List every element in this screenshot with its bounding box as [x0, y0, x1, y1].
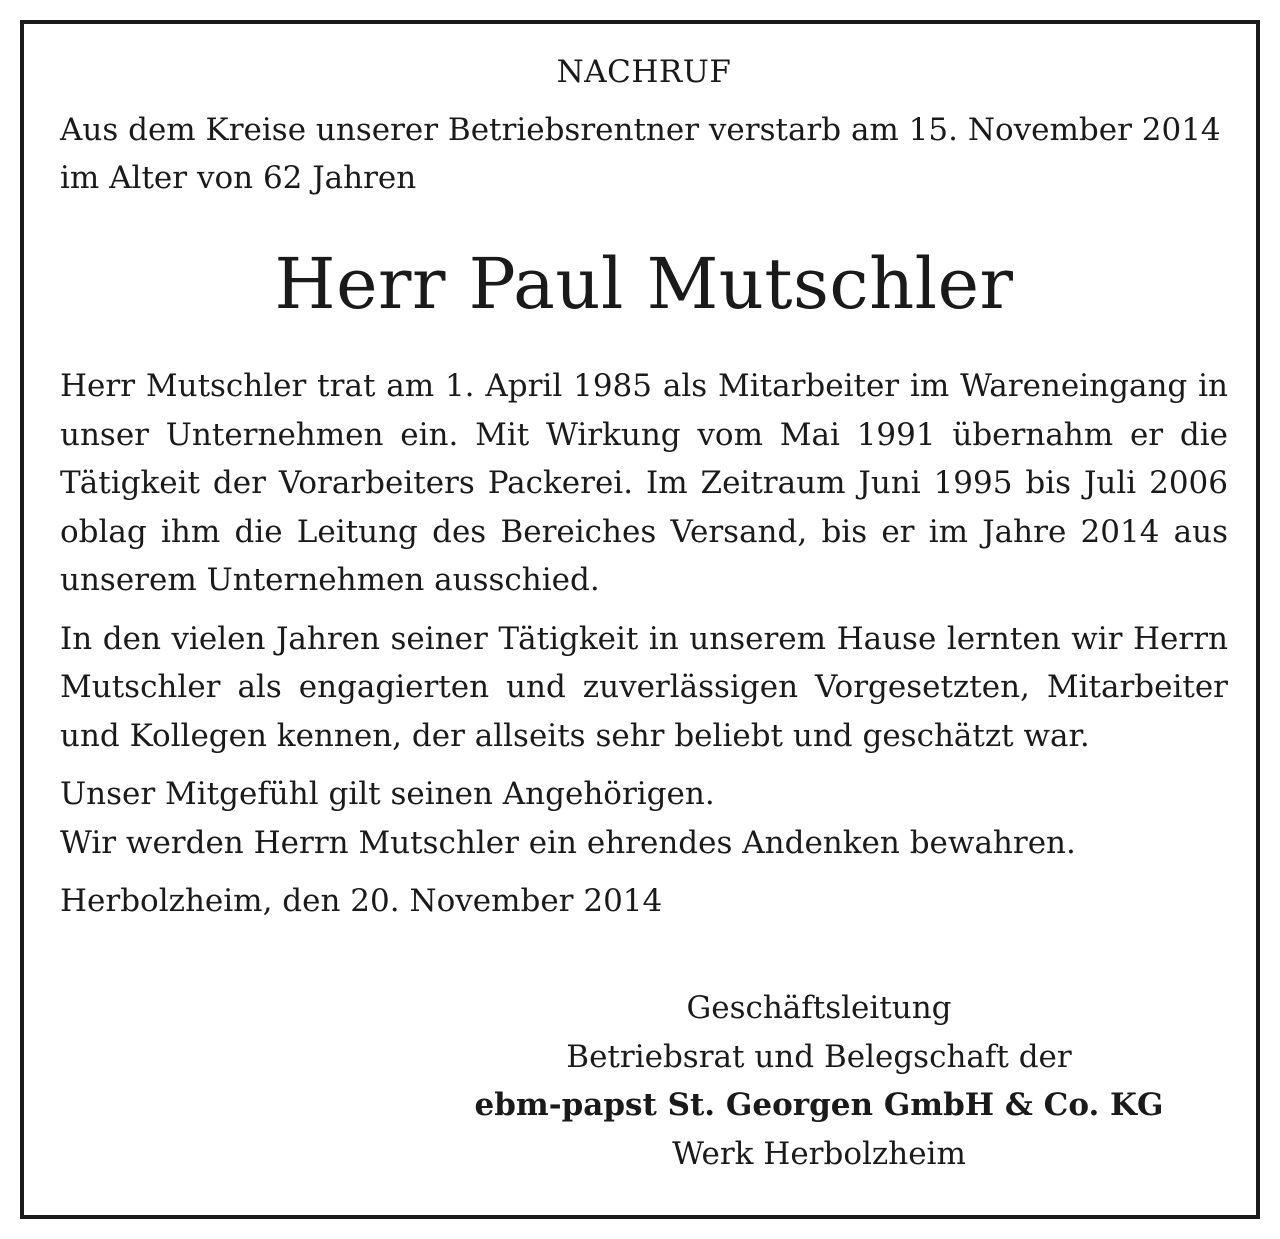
condolence-text [60, 770, 1228, 867]
place-date: Herbolzheim, den 20. November 2014 [60, 883, 663, 919]
signature-location: Werk Herbolzheim [672, 1135, 966, 1172]
notice-body [60, 48, 1228, 935]
condolence-line: Wir werden Herrn Mutschler ein ehrendes Andenken bewahren. [60, 824, 1076, 861]
obituary-notice [20, 20, 1260, 1219]
condolence-line: Unser Mitgefühl gilt seinen Angehörigen. [60, 776, 715, 812]
intro-text [60, 106, 1228, 202]
deceased-name: Herr Paul Mutschler [274, 243, 1014, 325]
intro-line: im Alter von 62 Jahren [60, 160, 417, 196]
career-paragraph: Herr Mutschler trat am 1. April 1985 als Mitarbeiter im Wareneingang in unser Unternehmen ein. Mit Wirkung vom Mai 1991 übernahm er die Tätigkeit der Vorarbeiters Packerei. Im Zeitraum Juni 1995 bis Juli 2006 oblag ihm die Leitung des Bereiches Versand, bis er im Jahre 2014 aus unserem Unternehmen ausschied. [60, 368, 1228, 598]
notice-heading: NACHRUF [556, 54, 732, 90]
intro-line: Aus dem Kreise unserer Betriebsrentner verstarb am 15. November 2014 [60, 112, 1221, 148]
tribute-paragraph: In den vielen Jahren seiner Tätigkeit in unserem Hause lernten wir Herrn Mutschler als engagierten und zuverlässigen Vorgesetzten, Mitarbeiter und Kollegen kennen, der allseits sehr beliebt und geschätzt war. [60, 620, 1228, 754]
signature-block [444, 984, 1194, 1178]
signature-works-council: Betriebsrat und Belegschaft der [566, 1038, 1072, 1075]
signature-management: Geschäftsleitung [686, 990, 952, 1026]
signature-company: ebm-papst St. Georgen GmbH & Co. KG [474, 1087, 1164, 1123]
